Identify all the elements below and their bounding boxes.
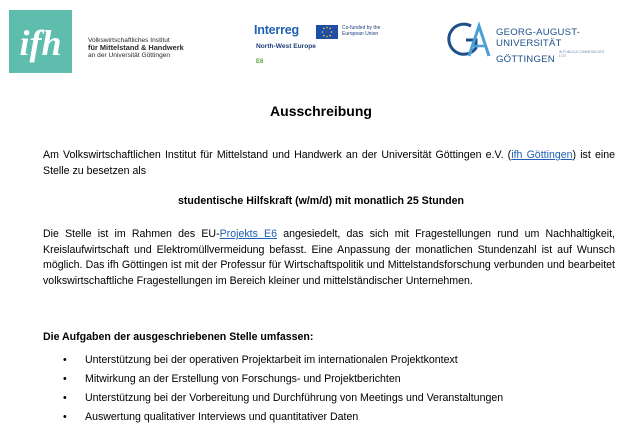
ifh-line-1: Volkswirtschaftliches Institut (88, 37, 170, 44)
ifh-line-2: für Mittelstand & Handwerk (88, 43, 184, 53)
bullet-icon: • (63, 373, 67, 385)
interreg-region: North-West Europe (256, 43, 316, 50)
goe-line-2: GÖTTINGEN (496, 54, 555, 65)
bullet-icon: • (63, 354, 67, 366)
ifh-logo (9, 10, 72, 73)
interreg-project-label: E6 (256, 59, 264, 65)
intro-text-start: Am Volkswirtschaftlichen Institut für Mittelstand und Handwerk an der Universität Göttingen e.V. ( (43, 149, 512, 161)
task-text: Mitwirkung an der Erstellung von Forschungs- und Projektberichten (85, 373, 401, 385)
goe-line-1: GEORG-AUGUST-UNIVERSITÄT (496, 27, 581, 49)
ifh-institute-name (88, 37, 184, 60)
list-item (60, 410, 503, 429)
ifh-goettingen-link[interactable]: ifh Göttingen (511, 149, 573, 161)
ifh-line-3: an der Universität Göttingen (88, 52, 171, 60)
page-title: Ausschreibung (270, 103, 372, 119)
bullet-icon: • (63, 411, 67, 423)
goe-tagline: IN PUBLICA COMMODA SEIT 1737 (558, 50, 605, 58)
description-text-start: Die Stelle ist im Rahmen des EU- (43, 228, 220, 240)
list-item (60, 372, 503, 391)
intro-paragraph (43, 148, 615, 179)
goettingen-logo-mark (447, 20, 491, 60)
eu-cofunded-text: Co-funded by the European Union (342, 25, 381, 37)
description-text-end: angesiedelt, das sich mit Fragestellungen rund um Nachhaltigkeit, Kreislaufwirtschaft und Elektromüllvermeidung befasst. Eine Anpassung der monatlichen Stundenzahl ist auf Wunsch möglich. Das ifh Göttingen ist mit der Professur für Wirtschaftspolitik und Mittelstandsforschung verbunden und bearbeitet volkswirtschaftliche Fragestellungen im Bereich kleiner und mittelständischer Unternehmen. (43, 228, 615, 287)
eu-flag-icon (316, 25, 338, 39)
project-e6-link[interactable]: Projekts E6 (219, 228, 278, 240)
tasks-heading: Die Aufgaben der ausgeschriebenen Stelle umfassen: (43, 331, 314, 343)
description-paragraph (43, 227, 615, 289)
task-text: Auswertung qualitativer Interviews und quantitativer Daten (85, 411, 359, 423)
intro-text-end: ) ist eine Stelle zu besetzen als (43, 149, 615, 177)
task-text: Unterstützung bei der Vorbereitung und Durchführung von Meetings und Veranstaltungen (85, 392, 504, 404)
svg-text:ifh: ifh (19, 23, 62, 63)
interreg-name: Interreg (254, 23, 299, 37)
bullet-icon: • (63, 392, 67, 404)
position-title: studentische Hilfskraft (w/m/d) mit monatlich 25 Stunden (177, 195, 465, 207)
interreg-logo (254, 23, 404, 69)
goettingen-university-name (496, 27, 642, 67)
task-text: Unterstützung bei der operativen Projektarbeit im internationalen Projektkontext (85, 354, 458, 366)
tasks-list (60, 353, 503, 429)
list-item (60, 353, 503, 372)
list-item (60, 391, 503, 410)
